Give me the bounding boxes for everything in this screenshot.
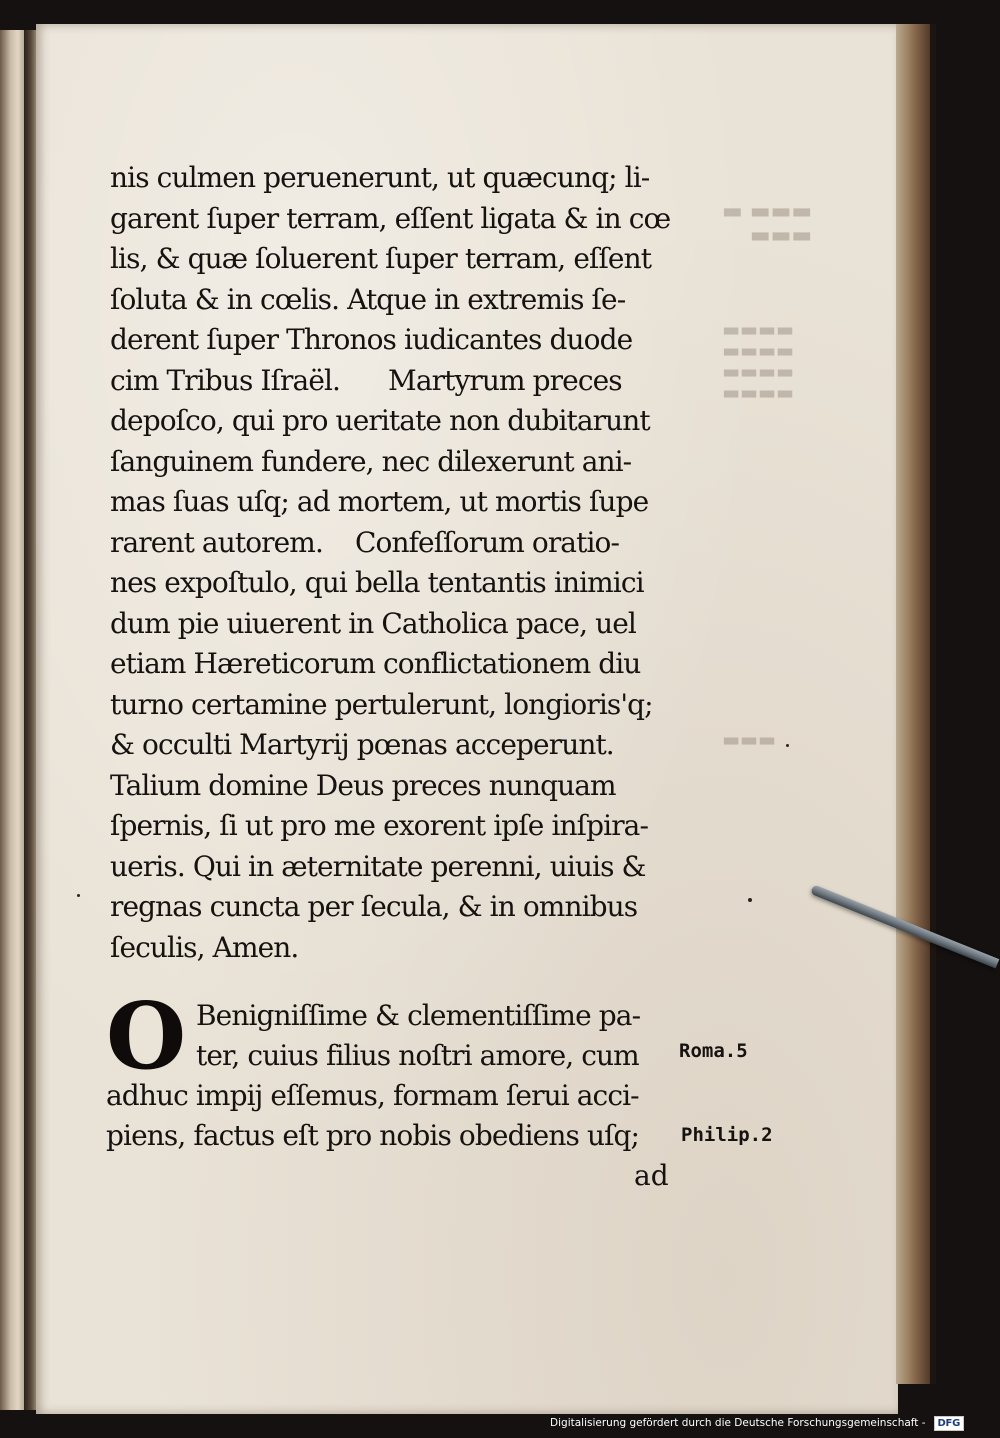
show-through-ghost: ▬▬▬ (722, 729, 776, 751)
text-line: rarent autorem. Confeſſorum oratio- (110, 525, 620, 559)
text-line: ſeculis, Amen. (110, 930, 299, 964)
paper-speck (786, 744, 789, 747)
page-fore-edge (896, 24, 932, 1384)
left-page-edge (0, 30, 26, 1410)
text-line: garent ſuper terram, eſſent ligata & in cœ (110, 201, 671, 235)
text-line: & occulti Martyrij pœnas acceperunt. (110, 728, 614, 761)
text-line: adhuc impij eſſemus, formam ſerui acci- (106, 1079, 639, 1112)
text-line: ueris. Qui in æternitate perenni, uiuis & (110, 849, 646, 883)
catchword: ad (634, 1159, 669, 1192)
drop-cap: O (106, 982, 187, 1090)
digitization-credit (548, 1412, 964, 1434)
text-line: depoſco, qui pro ueritate non dubitarunt (110, 404, 650, 437)
show-through-ghost: ▬▬▬▬ ▬▬▬▬ ▬▬▬▬ ▬▬▬▬ (722, 319, 794, 404)
marginal-note-philip: Philip.2 (681, 1124, 773, 1146)
text-line: regnas cuncta per ſecula, & in omnibus (110, 890, 638, 923)
text-line: dum pie uiuerent in Catholica pace, uel (110, 606, 636, 640)
text-line: derent ſuper Thronos iudicantes duode (110, 323, 633, 356)
text-line: mas ſuas uſq; ad mortem, ut mortis ſupe (110, 485, 649, 518)
paper-speck (748, 898, 752, 902)
binding-shadow (930, 24, 936, 1384)
text-line: Talium domine Deus preces nunquam (110, 768, 616, 802)
text-line: Benigniſſime & clementiſſime pa- (196, 999, 641, 1032)
text-line: etiam Hæreticorum conflictationem diu (110, 647, 641, 680)
show-through-ghost: ▬▬▬ ▬ ▬▬▬ (722, 199, 813, 249)
text-line: nes expoſtulo, qui bella tentantis inimici (110, 566, 644, 599)
main-text-block (110, 158, 675, 968)
paper-speck (77, 894, 80, 897)
text-line: ſpernis, ſi ut pro me exorent ipſe inſpira- (110, 809, 649, 842)
credit-text: Digitalisierung gefördert durch die Deutsche Forschungsgemeinschaft - (550, 1417, 926, 1429)
text-line: ſanguinem fundere, nec dilexerunt ani- (110, 444, 632, 478)
text-line: ſoluta & in cœlis. Atque in extremis ſe- (110, 282, 626, 316)
text-line: cim Tribus Iſraël. Martyrum preces (110, 363, 622, 397)
text-line: turno certamine pertulerunt, longioris'q; (110, 687, 653, 721)
dfg-logo: DFG (934, 1416, 964, 1431)
text-line: lis, & quæ ſoluerent ſuper terram, eſſent (110, 242, 652, 275)
marginal-note-roma: Roma.5 (679, 1040, 748, 1062)
text-line: nis culmen peruenerunt, ut quæcunq; li- (110, 161, 650, 194)
text-line: piens, factus eſt pro nobis obediens uſq; (106, 1119, 640, 1152)
text-line: ter, cuius filius noſtri amore, cum (196, 1039, 639, 1072)
